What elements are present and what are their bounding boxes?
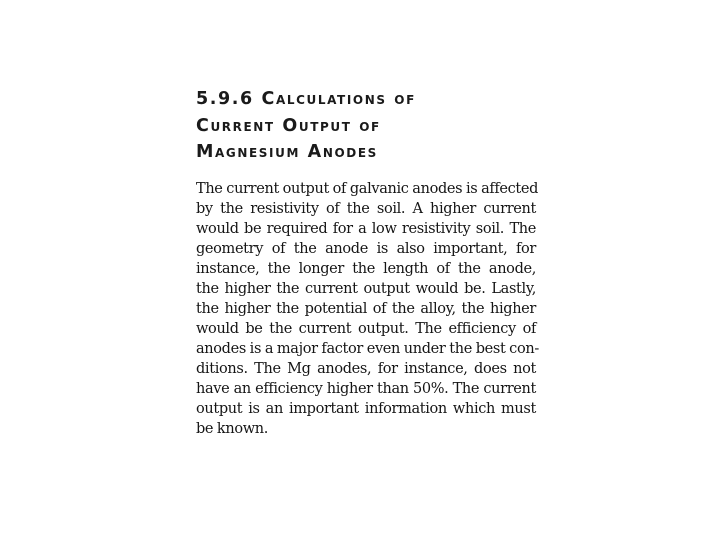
paragraph-line: would be required for a low resistivity soil. The [196,220,536,237]
heading-line: Magnesium Anodes [196,142,378,162]
heading-line: Current Output of [196,115,381,136]
paragraph-line: anodes is a major factor even under the best con- [196,340,539,357]
paragraph-line: would be the current output. The efficiency of [196,320,536,337]
paragraph-line: the higher the current output would be. Lastly, [196,280,536,297]
paragraph-line: be known. [196,420,269,437]
heading-line: 5.9.6 Calculations of [196,89,416,109]
paragraph-line: the higher the potential of the alloy, the higher [196,300,536,317]
paragraph-line: The current output of galvanic anodes is affected [196,180,539,197]
paragraph-line: geometry of the anode is also important, for [196,240,536,257]
paragraph-line: instance, the longer the length of the anode, [196,260,536,277]
section-5-9-6 [196,86,540,439]
section-heading [196,86,540,166]
paragraph-line: by the resistivity of the soil. A higher current [196,200,536,217]
paragraph-line: output is an important information which must [196,400,536,417]
paragraph-line: have an efficiency higher than 50%. The current [196,380,536,397]
section-paragraph [196,179,539,439]
paragraph-line: ditions. The Mg anodes, for instance, does not [196,360,536,377]
